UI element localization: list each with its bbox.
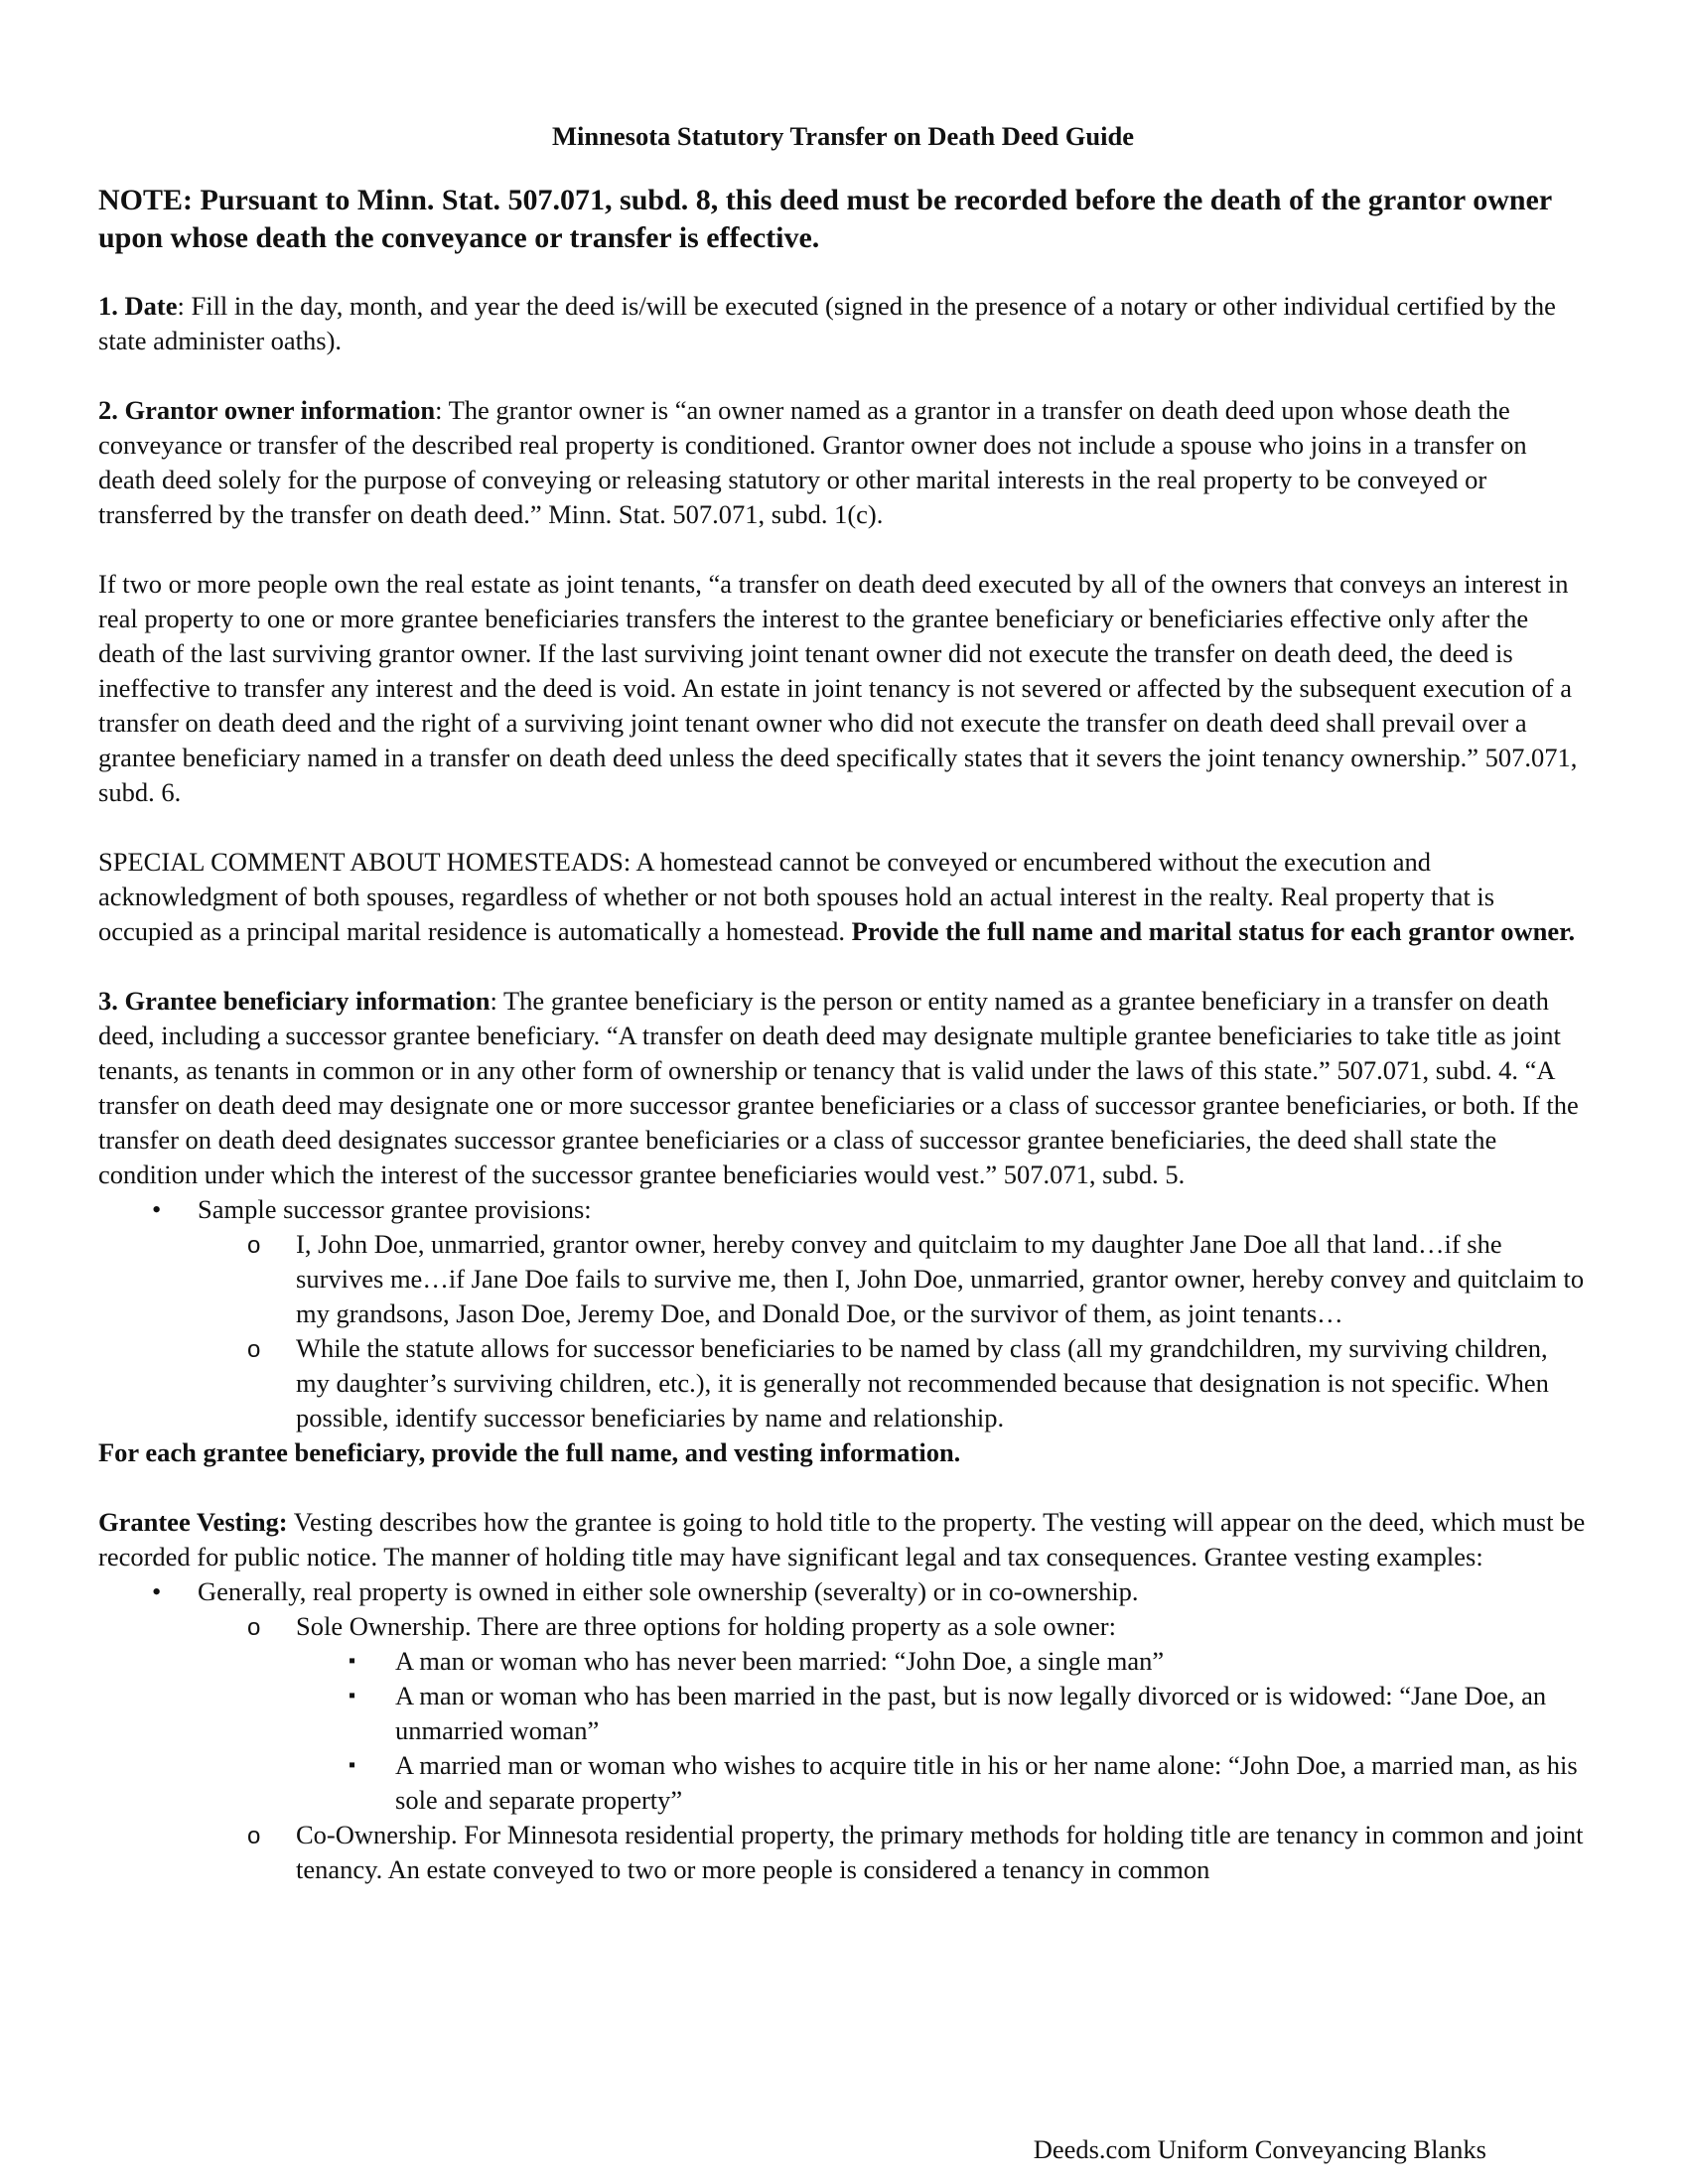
list-item	[98, 1227, 1588, 1331]
list-item-text: A man or woman who has been married in the past, but is now legally divorced or is widowed: “Jane Doe, an unmarried woman”	[395, 1681, 1547, 1745]
recording-note: NOTE: Pursuant to Minn. Stat. 507.071, subd. 8, this deed must be recorded before the death of the grantor owner upon whose death the conveyance or transfer is effective.	[98, 184, 1552, 254]
document-body	[98, 119, 1588, 1887]
circle-bullet-icon: o	[247, 1232, 261, 1259]
bullet-icon: •	[152, 1194, 162, 1224]
list-item	[98, 1609, 1588, 1644]
list-item	[98, 1574, 1588, 1609]
list-item-text: A man or woman who has never been married: “John Doe, a single man”	[395, 1646, 1165, 1676]
section-grantee-heading: 3. Grantee beneficiary information	[98, 986, 491, 1016]
homestead-instruction: Provide the full name and marital status for each grantor owner.	[851, 916, 1576, 946]
section-vesting-text: Vesting describes how the grantee is going to hold title to the property. The vesting will appear on the deed, which must be recorded for public notice. The manner of holding title may have significant legal and tax consequences. Grantee vesting examples:	[98, 1507, 1586, 1571]
section-grantee-text: : The grantee beneficiary is the person or entity named as a grantee beneficiary in a transfer on death deed, including a successor grantee beneficiary. “A transfer on death deed may designate multiple grantee beneficiaries to take title as joint tenants, as tenants in common or in any other form of ownership or tenancy that is valid under the laws of this state.” 507.071, subd. 4. “A transfer on death deed may designate one or more successor grantee beneficiaries or a class of successor grantee beneficiaries, or both. If the transfer on death deed designates successor grantee beneficiaries or a class of successor grantee beneficiaries, the deed shall state the condition under which the interest of the successor grantee beneficiaries would vest.” 507.071, subd. 5.	[98, 986, 1579, 1189]
circle-bullet-icon: o	[247, 1614, 261, 1641]
list-item	[98, 1818, 1588, 1887]
square-bullet-icon: ▪	[349, 1650, 356, 1672]
list-item	[98, 1679, 1588, 1748]
section-vesting-heading: Grantee Vesting:	[98, 1507, 288, 1537]
vesting-list	[98, 1574, 1588, 1887]
section-date-text: : Fill in the day, month, and year the deed is/will be executed (signed in the presence of a notary or other individual certified by the state administer oaths).	[98, 291, 1556, 355]
section-grantor-text: : The grantor owner is “an owner named as a grantor in a transfer on death deed upon whose death the conveyance or transfer of the described real property is conditioned. Grantor owner does not include a spouse who joins in a transfer on death deed solely for the purpose of conveying or releasing statutory or other marital interests in the real property to be conveyed or transferred by the transfer on death deed.” Minn. Stat. 507.071, subd. 1(c).	[98, 395, 1527, 529]
section-date	[98, 289, 1588, 358]
list-item	[98, 1644, 1588, 1679]
document-title: Minnesota Statutory Transfer on Death Deed Guide	[552, 121, 1134, 151]
square-bullet-icon: ▪	[349, 1754, 356, 1776]
circle-bullet-icon: o	[247, 1336, 261, 1363]
grantee-instruction	[98, 1435, 1588, 1470]
section-grantee	[98, 984, 1588, 1192]
section-grantor-heading: 2. Grantor owner information	[98, 395, 436, 425]
list-item-text: Co-Ownership. For Minnesota residential property, the primary methods for holding title are tenancy in common and joint tenancy. An estate conveyed to two or more people is considered a tenancy in common	[296, 1820, 1584, 1884]
page-footer: Deeds.com Uniform Conveyancing Blanks	[1033, 2134, 1486, 2164]
list-item-text: Sample successor grantee provisions:	[198, 1194, 592, 1224]
section-grantor	[98, 393, 1588, 532]
list-item	[98, 1748, 1588, 1818]
list-item	[98, 1192, 1588, 1227]
bullet-icon: •	[152, 1576, 162, 1606]
list-item	[98, 1331, 1588, 1435]
list-item-text: A married man or woman who wishes to acquire title in his or her name alone: “John Doe, a married man, as his sole and separate property”	[395, 1750, 1578, 1815]
successor-list	[98, 1192, 1588, 1435]
joint-tenants-paragraph: If two or more people own the real estate as joint tenants, “a transfer on death deed executed by all of the owners that conveys an interest in real property to one or more grantee beneficiaries transfers the interest to the grantee beneficiary or beneficiaries effective only after the death of the last surviving grantor owner. If the last surviving joint tenant owner did not execute the transfer on death deed, the deed is ineffective to transfer any interest and the deed is void. An estate in joint tenancy is not severed or affected by the subsequent execution of a transfer on death deed and the right of a surviving joint tenant owner who did not execute the transfer on death deed shall prevail over a grantee beneficiary named in a transfer on death deed unless the deed specifically states that it severs the joint tenancy ownership.” 507.071, subd. 6.	[98, 569, 1578, 807]
circle-bullet-icon: o	[247, 1823, 261, 1849]
homestead-comment	[98, 845, 1588, 949]
list-item-text: Generally, real property is owned in either sole ownership (severalty) or in co-ownership.	[198, 1576, 1139, 1606]
square-bullet-icon: ▪	[349, 1685, 356, 1706]
section-vesting	[98, 1505, 1588, 1574]
section-date-heading: 1. Date	[98, 291, 178, 321]
list-item-text: While the statute allows for successor beneficiaries to be named by class (all my grandchildren, my surviving children, my daughter’s surviving children, etc.), it is generally not recommended because that designation is not specific. When possible, identify successor beneficiaries by name and relationship.	[296, 1333, 1549, 1433]
list-item-text: I, John Doe, unmarried, grantor owner, hereby convey and quitclaim to my daughter Jane Doe all that land…if she survives me…if Jane Doe fails to survive me, then I, John Doe, unmarried, grantor owner, hereby convey and quitclaim to my grandsons, Jason Doe, Jeremy Doe, and Donald Doe, or the survivor of them, as joint tenants…	[296, 1229, 1585, 1328]
homestead-text: SPECIAL COMMENT ABOUT HOMESTEADS: A homestead cannot be conveyed or encumbered without the execution and acknowledgment of both spouses, regardless of whether or not both spouses hold an actual interest in the realty. Real property that is occupied as a principal marital residence is automatically a homestead.	[98, 847, 1495, 946]
list-item-text: Sole Ownership. There are three options for holding property as a sole owner:	[296, 1611, 1116, 1641]
grantee-instruction-text: For each grantee beneficiary, provide the full name, and vesting information.	[98, 1437, 961, 1467]
